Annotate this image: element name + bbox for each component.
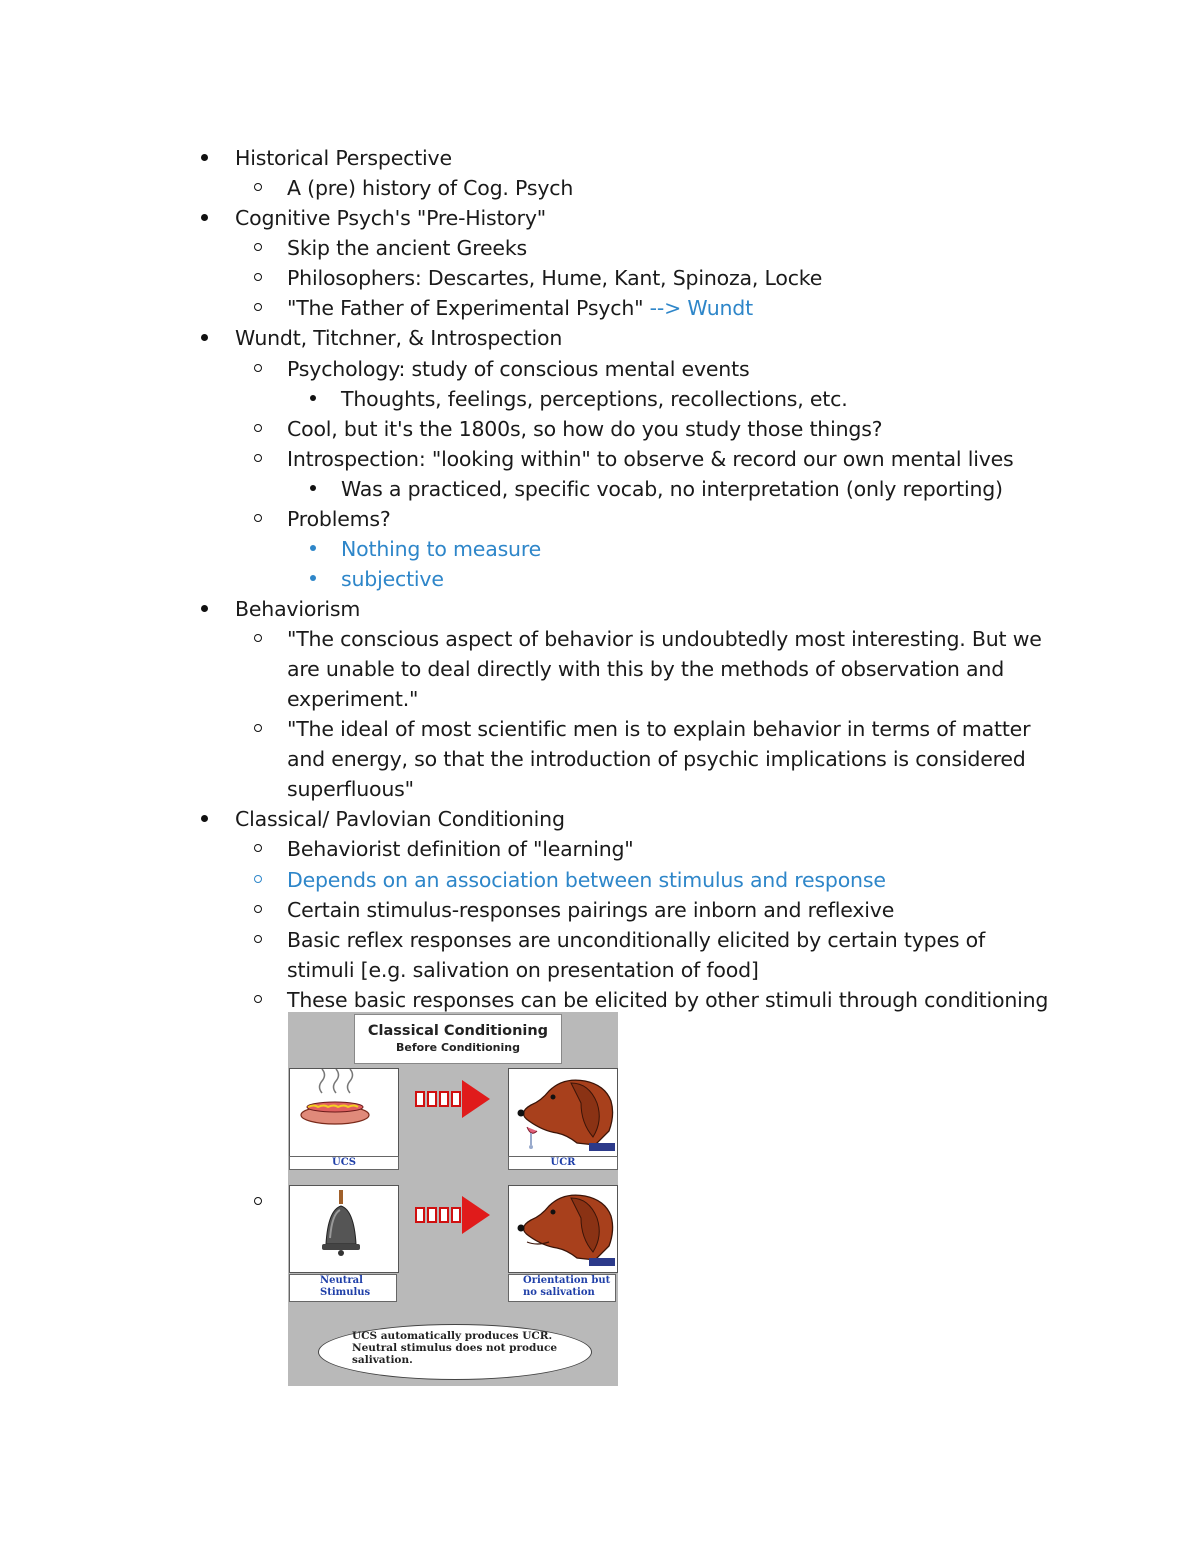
list-item: Problems? [287,507,391,531]
bullet-circle [254,724,262,732]
bullet-circle [254,514,262,522]
list-item: Psychology: study of conscious mental events [287,357,750,381]
quote-paragraph: "The conscious aspect of behavior is undoubtedly most interesting. But we are unable to deal directly with this by the methods of observation and experiment." [287,627,1042,711]
bullet-circle [254,995,262,1003]
caption-ucr: UCR [508,1156,618,1170]
list-item: These basic responses can be elicited by other stimuli through conditioning [287,988,1049,1012]
quote-paragraph: "The ideal of most scientific men is to explain behavior in terms of matter and energy, so that the introduction of psychic implications is considered superfluous" [287,717,1031,801]
list-item: Cool, but it's the 1800s, so how do you study those things? [287,417,883,441]
father-text: "The Father of Experimental Psych" [287,296,644,320]
hotdog-icon [290,1069,398,1157]
list-item: Thoughts, feelings, perceptions, recollections, etc. [341,387,848,411]
food-panel [289,1068,399,1158]
bullet-dot-small [310,575,316,581]
list-item: Skip the ancient Greeks [287,236,527,260]
arrow-right-icon [414,1080,494,1124]
bullet-circle [254,935,262,943]
heading-classical-conditioning: Classical/ Pavlovian Conditioning [235,807,565,831]
figure-title-box [354,1014,562,1064]
salivating-dog-panel [508,1068,618,1158]
list-item: Certain stimulus-responses pairings are inborn and reflexive [287,898,895,922]
list-item: Was a practiced, specific vocab, no interpretation (only reporting) [341,477,1003,501]
heading-historical-perspective: Historical Perspective [235,146,452,170]
bullet-circle [254,424,262,432]
bullet-circle [254,454,262,462]
caption-neutral-stimulus: Neutral Stimulus [289,1274,397,1302]
classical-conditioning-figure [288,1012,618,1386]
bullet-circle [254,1197,262,1205]
bullet-dot-small [310,395,316,401]
list-item: Introspection: "looking within" to observe & record our own mental lives [287,447,1014,471]
list-item: Basic reflex responses are unconditionally elicited by certain types of stimuli [e.g. salivation on presentation of food] [287,928,986,982]
figure-subtitle: Before Conditioning [396,1041,520,1054]
bullet-circle [254,364,262,372]
bullet-circle [254,243,262,251]
list-item: subjective [341,567,444,591]
bullet-dot [201,214,208,221]
list-item: Behaviorist definition of "learning" [287,837,634,861]
list-item [287,293,753,323]
dog-salivating-icon [509,1069,617,1157]
heading-wundt: Wundt, Titchner, & Introspection [235,326,563,350]
bullet-circle [254,875,262,883]
bullet-circle [254,273,262,281]
bullet-dot [201,815,208,822]
bullet-dot [201,605,208,612]
list-item: Nothing to measure [341,537,542,561]
heading-pre-history: Cognitive Psych's "Pre-History" [235,206,547,230]
bullet-dot [201,334,208,341]
bullet-circle [254,634,262,642]
bullet-circle [254,844,262,852]
summary-text: UCS automatically produces UCR. Neutral stimulus does not produce salivation. [352,1330,558,1366]
bell-panel [289,1185,399,1273]
arrow-right-icon [414,1196,494,1240]
bullet-circle [254,303,262,311]
bullet-circle [254,905,262,913]
bullet-circle [254,183,262,191]
caption-orientation: Orientation but no salivation [508,1274,616,1302]
dog-orienting-icon [509,1186,617,1272]
caption-ucs: UCS [289,1156,399,1170]
bullet-dot-small [310,545,316,551]
list-item: Depends on an association between stimulus and response [287,868,886,892]
bullet-dot-small [310,485,316,491]
oriented-dog-panel [508,1185,618,1273]
bullet-dot [201,154,208,161]
bell-icon [290,1186,398,1272]
heading-behaviorism: Behaviorism [235,597,361,621]
list-item: A (pre) history of Cog. Psych [287,176,574,200]
wundt-link[interactable]: --> Wundt [649,296,753,320]
figure-title: Classical Conditioning [367,1023,549,1039]
list-item: Philosophers: Descartes, Hume, Kant, Spinoza, Locke [287,266,823,290]
